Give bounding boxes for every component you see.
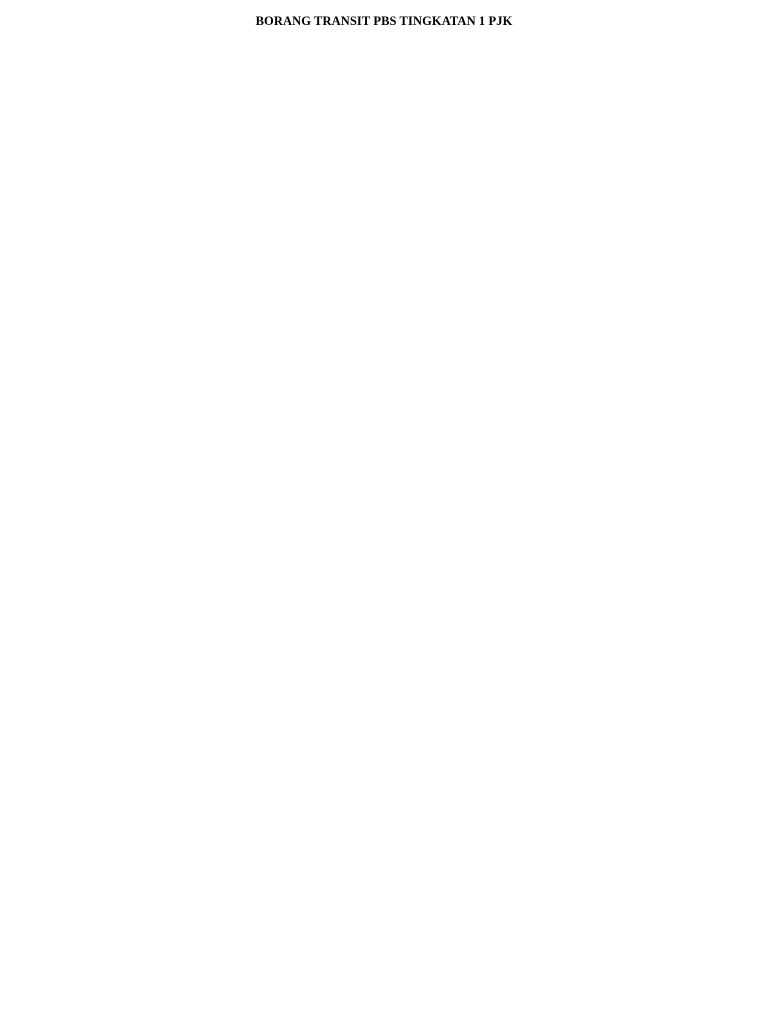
page-title: BORANG TRANSIT PBS TINGKATAN 1 PJK — [255, 14, 513, 28]
